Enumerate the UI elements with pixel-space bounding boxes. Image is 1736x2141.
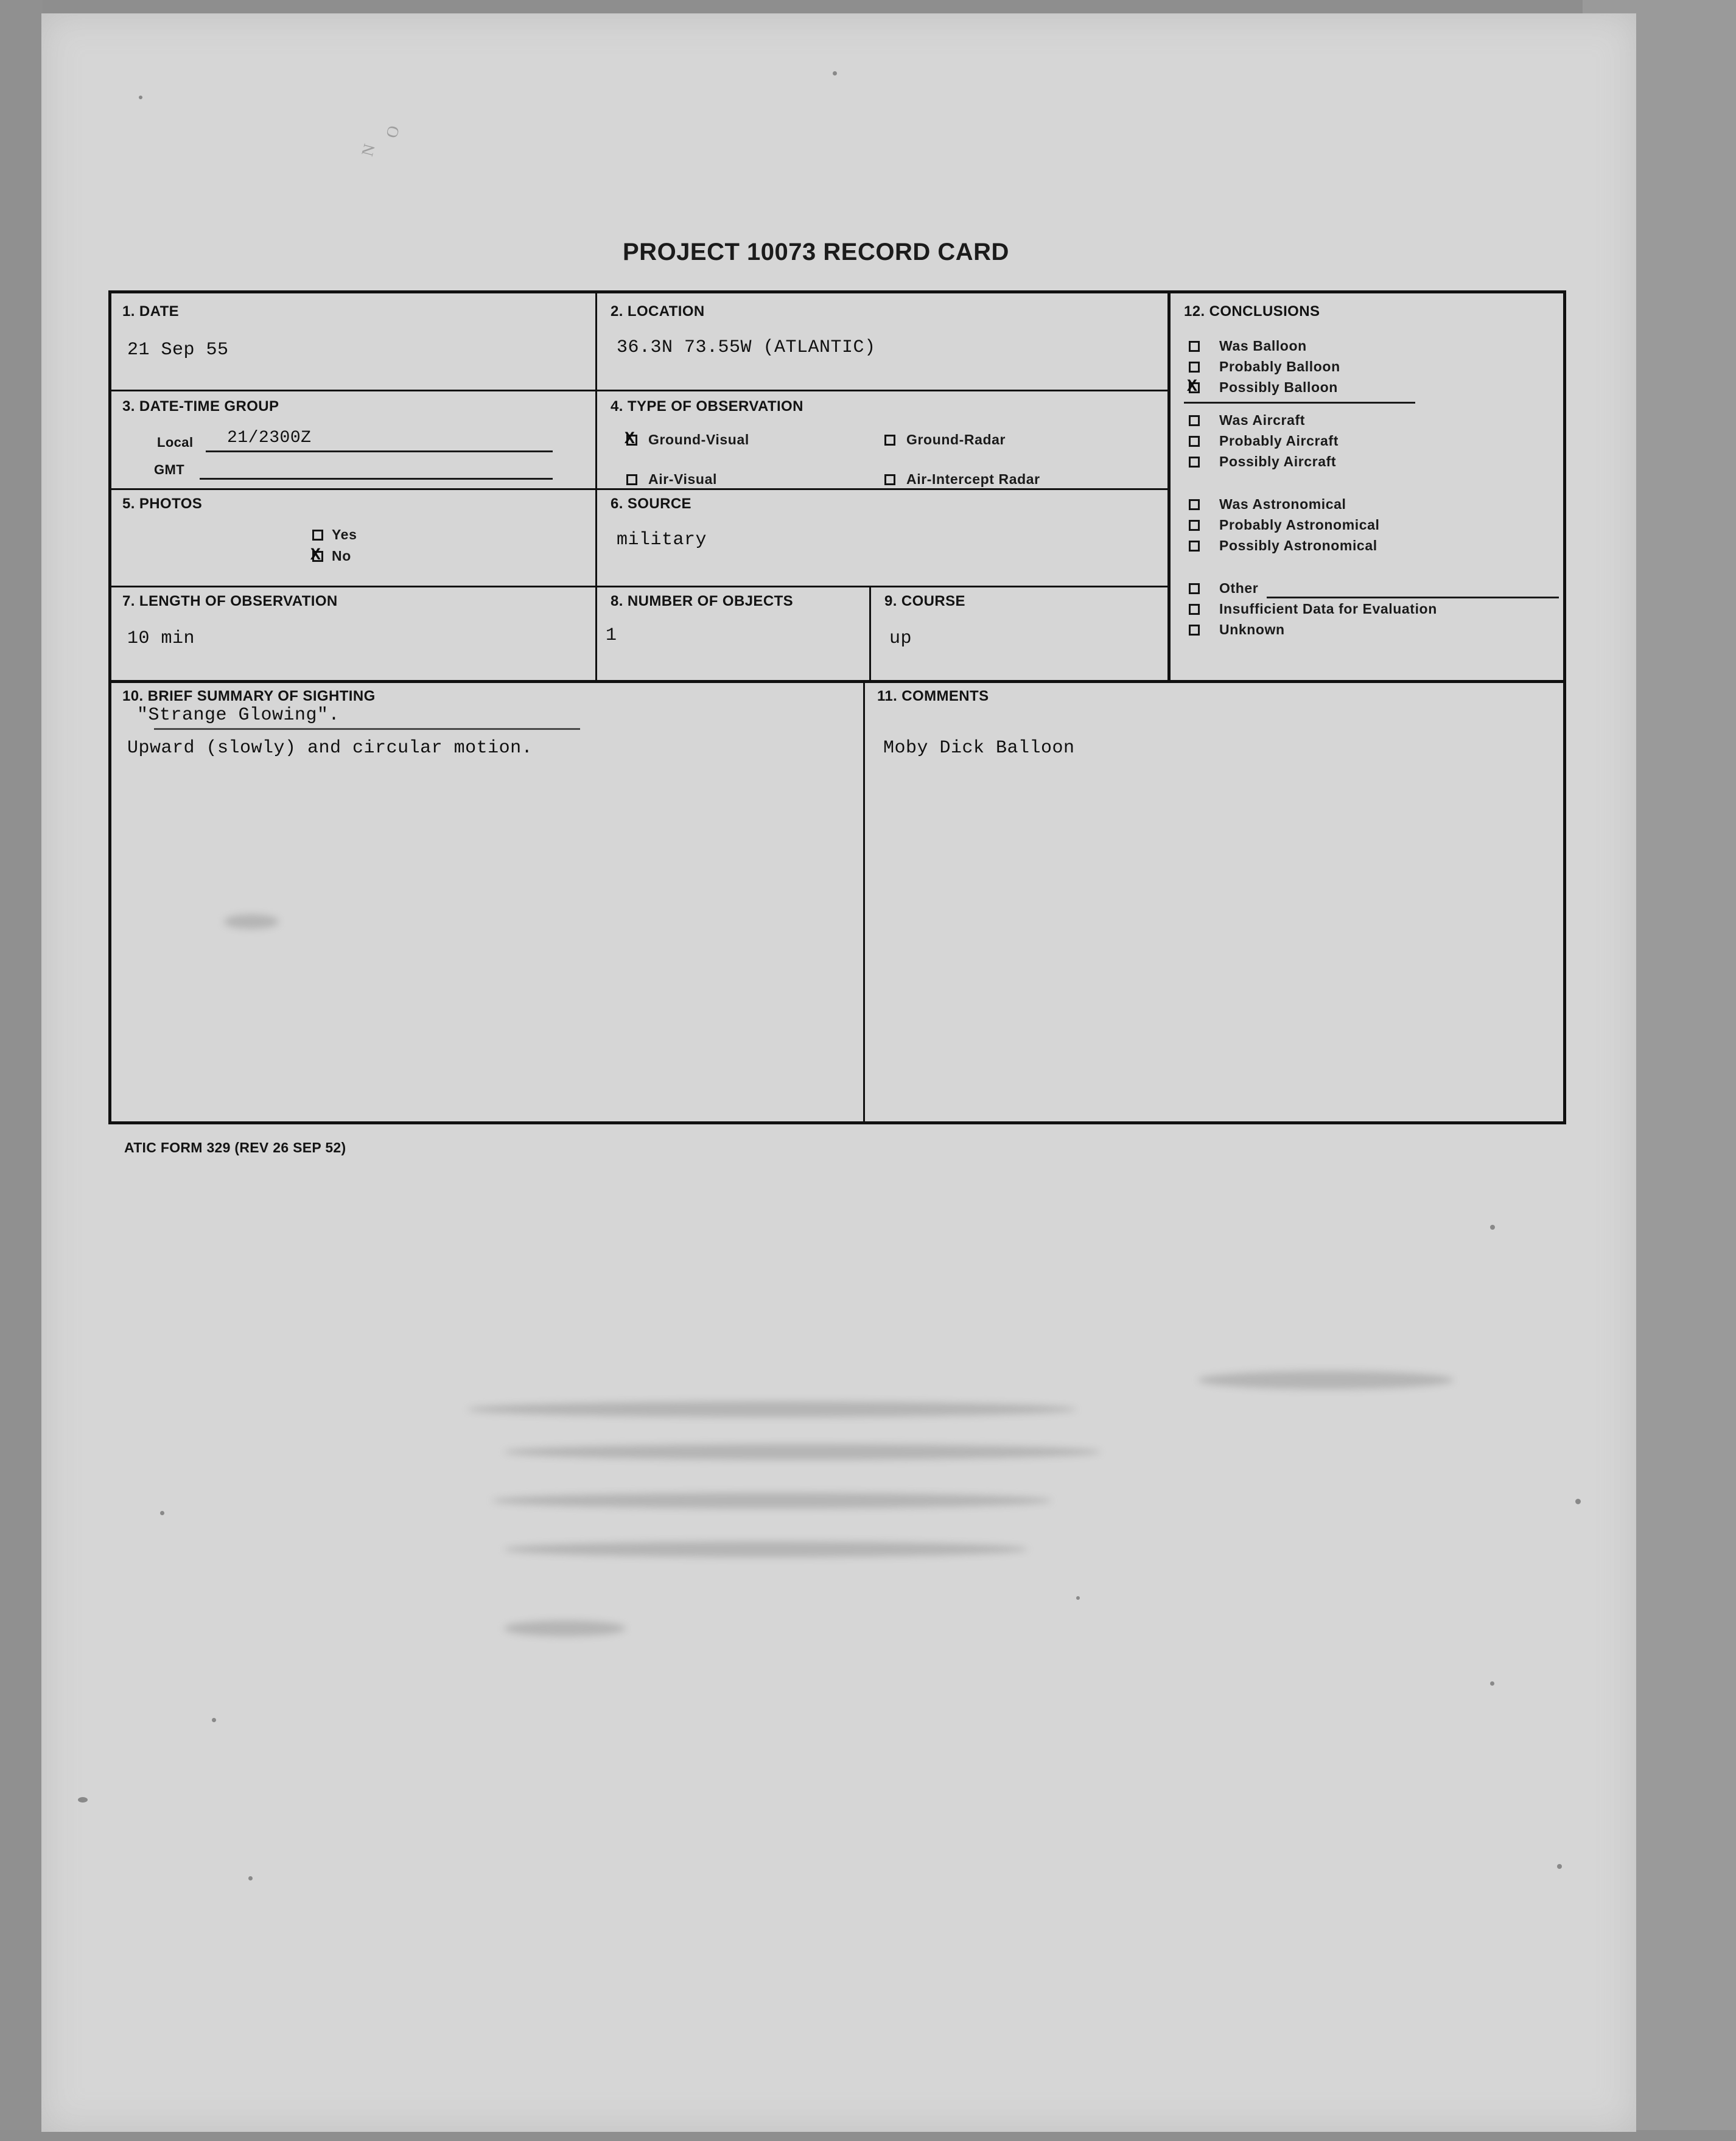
field-value-location: 36.3N 73.55W (ATLANTIC) xyxy=(617,337,876,358)
field-value-length-of-observation: 10 min xyxy=(127,628,195,649)
checkbox-photos-yes[interactable] xyxy=(312,530,323,541)
checkbox-other[interactable] xyxy=(1189,583,1200,594)
field-label-length-of-observation: 7. LENGTH OF OBSERVATION xyxy=(122,593,338,609)
checkbox-probably-aircraft[interactable] xyxy=(1189,436,1200,447)
field-value-comments: Moby Dick Balloon xyxy=(883,738,1075,759)
scan-smudge xyxy=(504,1444,1101,1460)
option-label-probably-balloon: Probably Balloon xyxy=(1219,359,1340,374)
field-label-photos: 5. PHOTOS xyxy=(122,496,203,512)
scan-smudge xyxy=(504,1621,626,1636)
divider xyxy=(595,586,597,680)
rule-other xyxy=(1267,597,1559,598)
divider xyxy=(111,680,1563,683)
option-label-possibly-astronomical: Possibly Astronomical xyxy=(1219,538,1377,553)
checkbox-possibly-astronomical[interactable] xyxy=(1189,541,1200,552)
rule-local xyxy=(206,450,553,452)
scan-edge-left xyxy=(0,0,43,2141)
option-label-was-astronomical: Was Astronomical xyxy=(1219,496,1346,512)
checkbox-was-balloon[interactable] xyxy=(1189,341,1200,352)
checkbox-unknown[interactable] xyxy=(1189,625,1200,636)
option-label-unknown: Unknown xyxy=(1219,622,1285,637)
field-label-location: 2. LOCATION xyxy=(611,303,705,320)
field-label-source: 6. SOURCE xyxy=(611,496,691,512)
divider xyxy=(1167,293,1171,680)
option-label-ground-visual: Ground-Visual xyxy=(648,432,749,447)
record-card-form xyxy=(108,290,1566,1124)
option-label-air-intercept-radar: Air-Intercept Radar xyxy=(906,471,1040,487)
field-label-date-time-group: 3. DATE-TIME GROUP xyxy=(122,398,279,415)
field-label-course: 9. COURSE xyxy=(884,593,965,609)
checkbox-ground-visual[interactable]: X xyxy=(626,435,637,446)
checkbox-photos-no[interactable]: X xyxy=(312,551,323,562)
field-value-source: military xyxy=(617,530,707,550)
rule-summary xyxy=(154,728,580,730)
checkbox-possibly-balloon[interactable]: X xyxy=(1189,382,1200,393)
option-label-air-visual: Air-Visual xyxy=(648,471,717,487)
checkbox-was-aircraft[interactable] xyxy=(1189,415,1200,426)
field-value-local-time: 21/2300Z xyxy=(227,429,312,447)
option-label-probably-aircraft: Probably Aircraft xyxy=(1219,433,1339,449)
option-label-probably-astronomical: Probably Astronomical xyxy=(1219,517,1380,533)
field-label-date: 1. DATE xyxy=(122,303,180,320)
option-label-was-balloon: Was Balloon xyxy=(1219,338,1307,354)
rule-conclusion-balloon xyxy=(1184,402,1415,404)
field-value-number-of-objects: 1 xyxy=(606,625,617,646)
rule-gmt xyxy=(200,478,553,480)
field-label-conclusions: 12. CONCLUSIONS xyxy=(1184,303,1320,320)
divider xyxy=(111,390,1167,391)
field-label-brief-summary: 10. BRIEF SUMMARY OF SIGHTING xyxy=(122,688,376,704)
scan-smudge xyxy=(467,1401,1076,1417)
field-label-comments: 11. COMMENTS xyxy=(877,688,989,704)
option-label-was-aircraft: Was Aircraft xyxy=(1219,412,1305,428)
field-value-brief-summary-line1: "Strange Glowing". xyxy=(137,705,340,726)
scan-smudge xyxy=(492,1493,1052,1509)
label-local: Local xyxy=(157,435,194,450)
option-label-possibly-aircraft: Possibly Aircraft xyxy=(1219,454,1337,469)
field-value-brief-summary-line2: Upward (slowly) and circular motion. xyxy=(127,738,533,759)
checkbox-probably-balloon[interactable] xyxy=(1189,362,1200,373)
option-label-photos-no: No xyxy=(332,548,351,564)
label-gmt: GMT xyxy=(154,462,185,477)
option-label-photos-yes: Yes xyxy=(332,527,357,542)
checkbox-possibly-aircraft[interactable] xyxy=(1189,457,1200,468)
divider xyxy=(863,680,865,1121)
field-value-date: 21 Sep 55 xyxy=(127,340,229,360)
option-label-insufficient-data: Insufficient Data for Evaluation xyxy=(1219,601,1437,617)
scan-smudge xyxy=(504,1541,1027,1557)
checkbox-ground-radar[interactable] xyxy=(884,435,895,446)
checkbox-air-intercept-radar[interactable] xyxy=(884,474,895,485)
scan-edge-top xyxy=(0,0,1736,15)
form-number-footer: ATIC FORM 329 (REV 26 SEP 52) xyxy=(124,1140,346,1155)
checkbox-air-visual[interactable] xyxy=(626,474,637,485)
option-label-ground-radar: Ground-Radar xyxy=(906,432,1006,447)
checkbox-probably-astronomical[interactable] xyxy=(1189,520,1200,531)
checkbox-was-astronomical[interactable] xyxy=(1189,499,1200,510)
scan-smudge xyxy=(1198,1371,1454,1389)
page-title: PROJECT 10073 RECORD CARD xyxy=(623,239,1009,265)
field-label-number-of-objects: 8. NUMBER OF OBJECTS xyxy=(611,593,794,609)
field-label-type-of-observation: 4. TYPE OF OBSERVATION xyxy=(611,398,803,415)
divider xyxy=(869,586,871,680)
divider xyxy=(111,586,1167,587)
option-label-other: Other xyxy=(1219,580,1259,596)
option-label-possibly-balloon: Possibly Balloon xyxy=(1219,379,1338,395)
field-value-course: up xyxy=(889,628,912,649)
divider xyxy=(111,488,1167,490)
bleed-through-text: O xyxy=(382,123,404,140)
scanned-document-page xyxy=(41,13,1636,2132)
bleed-through-text: N xyxy=(358,141,379,158)
checkbox-insufficient-data[interactable] xyxy=(1189,604,1200,615)
